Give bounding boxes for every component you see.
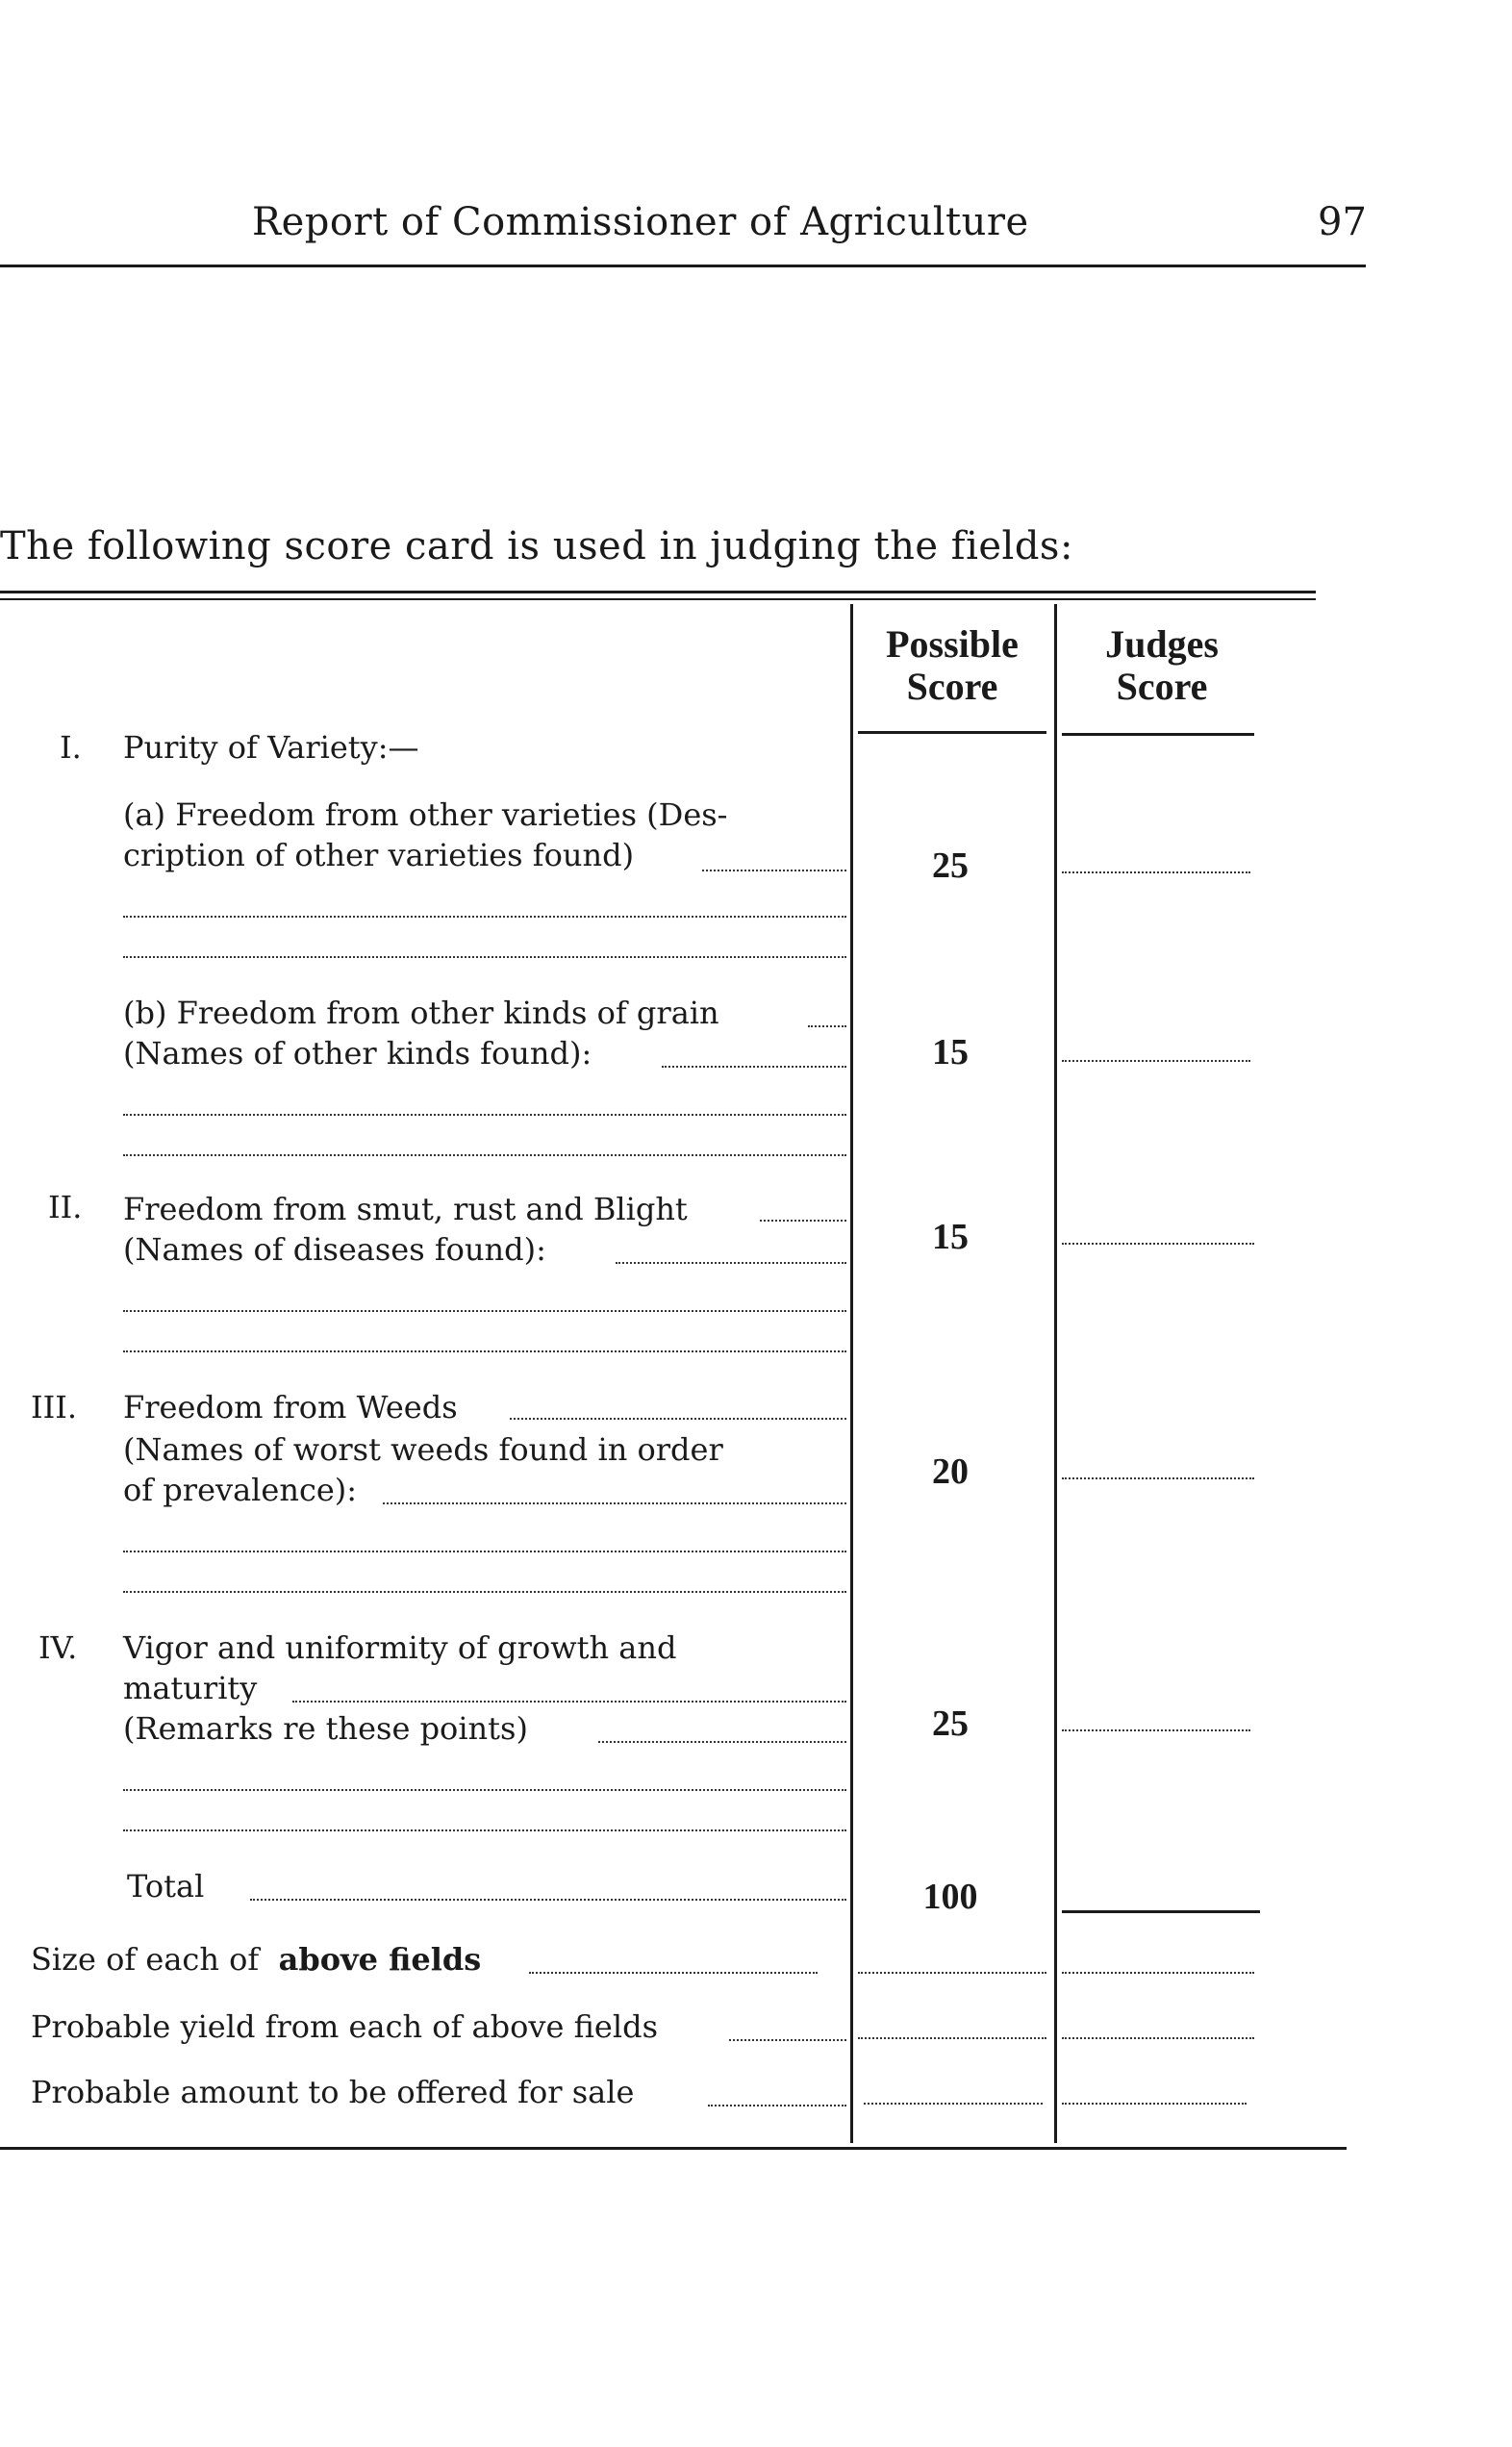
judges-score-blank <box>1062 1243 1254 1245</box>
size-label-prefix: Size of each of <box>31 1941 260 1978</box>
judges-blank <box>1062 1972 1254 1974</box>
blank-line <box>123 1591 846 1593</box>
blank-line <box>123 916 846 918</box>
possible-header-line1: Possible <box>886 622 1019 666</box>
judges-score-blank <box>1062 1729 1250 1731</box>
leader-dots <box>729 2039 846 2041</box>
table-top-rule <box>0 591 1316 593</box>
blank-line <box>123 1114 846 1116</box>
blank-line <box>123 956 846 958</box>
header-rule <box>0 265 1366 267</box>
section-line: (Remarks re these points) <box>123 1710 528 1747</box>
possible-score-value: 15 <box>932 1217 969 1257</box>
blank-line <box>123 1310 846 1312</box>
possible-header-line2: Score <box>906 665 998 708</box>
table-bottom-rule <box>0 2147 1347 2150</box>
intro-sentence: The following score card is used in judging the fields: <box>0 524 1073 568</box>
leader-dots <box>708 2105 846 2106</box>
blank-line <box>123 1154 846 1156</box>
blank-line <box>123 1789 846 1791</box>
leader-dots <box>529 1972 818 1974</box>
possible-score-value: 20 <box>932 1451 969 1492</box>
blank-line <box>123 1551 846 1552</box>
column-divider-possible <box>850 604 853 2143</box>
leader-dots <box>292 1701 846 1703</box>
judges-header-line1: Judges <box>1105 622 1219 666</box>
section-line: (a) Freedom from other varieties (Des- <box>123 796 728 833</box>
blank-line <box>123 1829 846 1831</box>
possible-blank <box>858 1972 1046 1974</box>
section-numeral: IV. <box>38 1629 78 1666</box>
leader-dots <box>616 1262 846 1264</box>
leader-dots <box>598 1741 846 1743</box>
size-label-bold: above fields <box>278 1941 482 1978</box>
section-line: Freedom from Weeds <box>123 1389 458 1425</box>
possible-blank <box>858 2037 1046 2039</box>
section-line: (b) Freedom from other kinds of grain <box>123 995 719 1031</box>
leader-dots <box>250 1899 846 1901</box>
section-numeral: I. <box>60 729 82 766</box>
possible-score-value: 25 <box>932 845 969 886</box>
leader-dots <box>702 870 846 871</box>
judges-score-blank <box>1062 1477 1254 1479</box>
leader-dots <box>383 1502 846 1504</box>
section-numeral: III. <box>31 1389 78 1425</box>
judges-total-underline <box>1062 1910 1260 1913</box>
leader-dots <box>662 1066 846 1068</box>
total-label: Total <box>127 1868 205 1905</box>
judges-score-blank <box>1062 871 1250 873</box>
blank-line <box>123 1350 846 1352</box>
page-number: 97 <box>1318 200 1367 244</box>
probable-sale-label: Probable amount to be offered for sale <box>31 2074 635 2110</box>
possible-score-header <box>854 623 1050 708</box>
section-line: cription of other varieties found) <box>123 837 635 873</box>
possible-blank <box>864 2103 1043 2105</box>
section-line: (Names of worst weeds found in order <box>123 1431 723 1468</box>
table-top-rule-2 <box>0 598 1316 600</box>
judges-blank <box>1062 2103 1247 2105</box>
running-header: Report of Commissioner of Agriculture <box>252 200 1029 244</box>
total-score-value: 100 <box>922 1877 978 1917</box>
section-line: maturity <box>123 1670 258 1706</box>
possible-score-value: 15 <box>932 1032 969 1072</box>
judges-blank <box>1062 2037 1254 2039</box>
judges-header-underline <box>1062 733 1254 736</box>
column-divider-judges <box>1054 604 1057 2143</box>
section-line: Vigor and uniformity of growth and <box>123 1629 677 1666</box>
leader-dots <box>510 1418 846 1420</box>
judges-score-header <box>1058 623 1266 708</box>
section-line: of prevalence): <box>123 1472 358 1508</box>
section-line: (Names of other kinds found): <box>123 1035 592 1072</box>
section-title: Purity of Variety:— <box>123 729 419 766</box>
leader-dots <box>808 1025 846 1027</box>
probable-yield-label: Probable yield from each of above fields <box>31 2008 658 2045</box>
judges-header-line2: Score <box>1116 665 1208 708</box>
size-of-fields-label <box>31 1939 481 1980</box>
possible-header-underline <box>858 731 1046 734</box>
possible-score-value: 25 <box>932 1703 969 1744</box>
section-line: Freedom from smut, rust and Blight <box>123 1191 688 1227</box>
section-line: (Names of diseases found): <box>123 1231 546 1268</box>
leader-dots <box>760 1220 846 1222</box>
section-numeral: II. <box>48 1189 83 1225</box>
judges-score-blank <box>1062 1060 1250 1062</box>
